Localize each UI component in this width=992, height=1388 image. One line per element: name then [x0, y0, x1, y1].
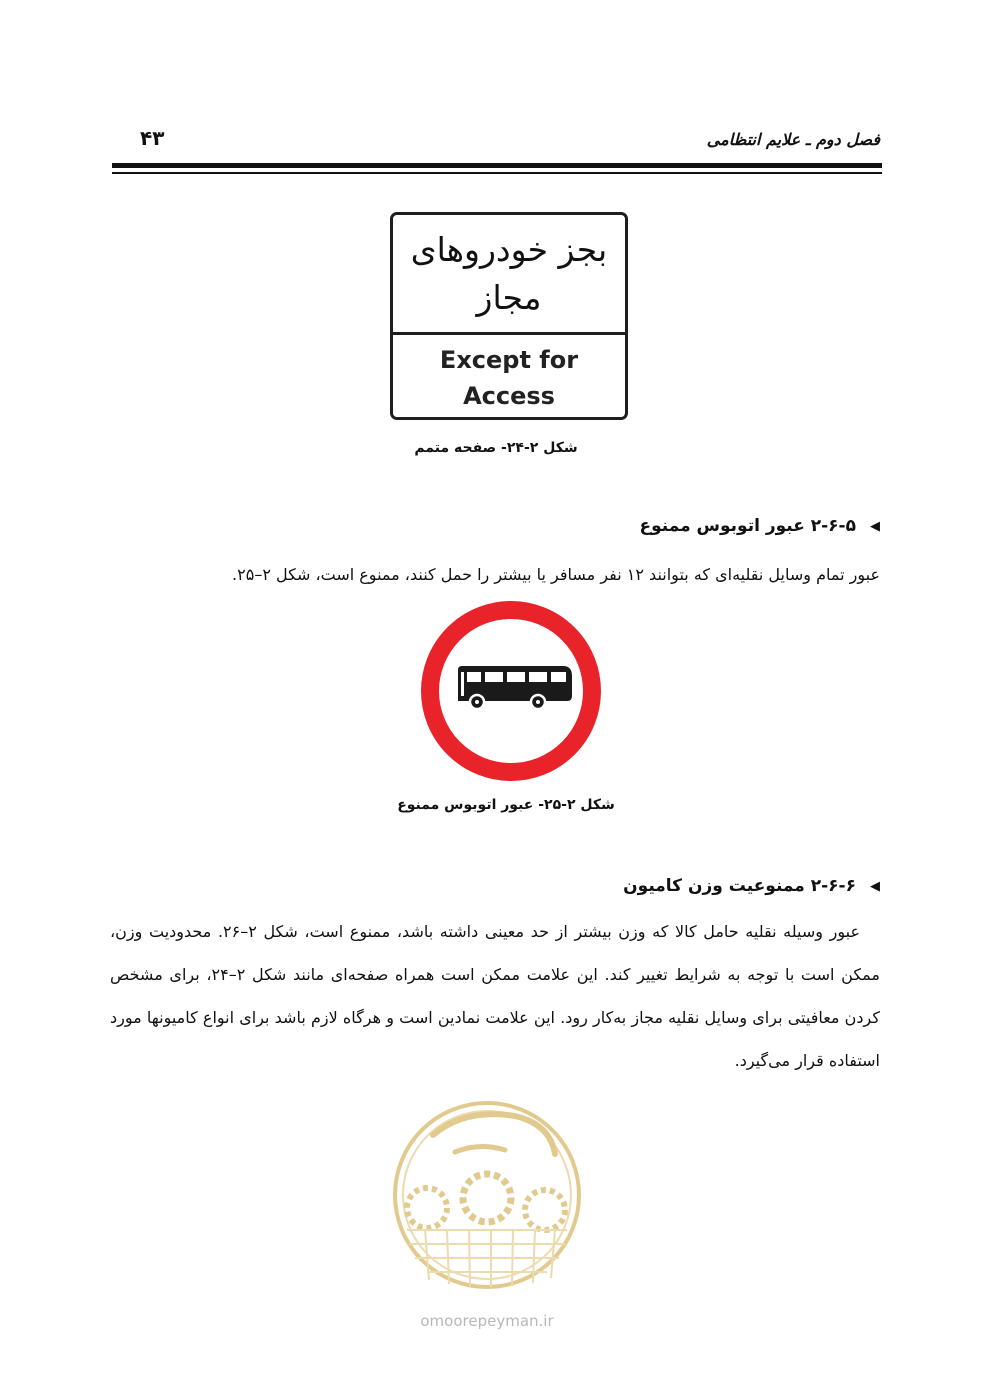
bullet-icon: ◀	[870, 518, 880, 534]
figure-25-caption: شکل ۲-۲۵- عبور اتوبوس ممنوع	[397, 797, 615, 813]
watermark-url: omoorepeyman.ir	[420, 1312, 554, 1330]
header-rule-thin	[112, 172, 882, 174]
section-5-heading-text: ۲-۶-۵ عبور اتوبوس ممنوع	[639, 516, 856, 536]
sign-persian-text: بجز خودروهای مجاز	[393, 215, 625, 335]
sign-english-line-2: Access	[463, 381, 555, 410]
sign-english-line-1: Except for	[439, 345, 579, 374]
section-6-paragraph: عبور وسیله نقلیه حامل کالا که وزن بیشتر از حد معینی داشته باشد، ممنوع است، شکل ۲–۲۶. محدودیت وزن، ممکن است با توجه به شرایط تغییر کند. این علامت ممکن است همراه صفحه‌ای مانند شکل ۲–۲۴، برای مشخص کردن معافیتی برای وسایل نقلیه مجاز به‌کار رود. این علامت نمادین است و هرگاه لازم باشد برای انواع کامیونها مورد استفاده قرار می‌گیرد.	[110, 922, 880, 1070]
bullet-icon: ◀	[870, 878, 880, 894]
section-5-paragraph: عبور تمام وسایل نقلیه‌ای که بتوانند ۱۲ نفر مسافر یا بیشتر را حمل کنند، ممنوع است، شکل ۲–۲۵.	[232, 565, 880, 584]
chapter-title: فصل دوم ـ علایم انتظامی	[706, 130, 880, 149]
no-bus-sign	[420, 600, 602, 782]
watermark-logo	[385, 1090, 590, 1340]
figure-24-caption: شکل ۲-۲۴- صفحه متمم	[414, 440, 578, 456]
supplementary-plate-sign	[390, 212, 628, 420]
header-rule-thick	[112, 163, 882, 168]
section-5-heading	[639, 516, 880, 536]
page-number: ۴۳	[140, 126, 165, 150]
sign-english-text	[393, 335, 625, 420]
section-6-heading	[623, 876, 880, 896]
section-6-heading-text: ۲-۶-۶ ممنوعیت وزن کامیون	[623, 876, 856, 896]
